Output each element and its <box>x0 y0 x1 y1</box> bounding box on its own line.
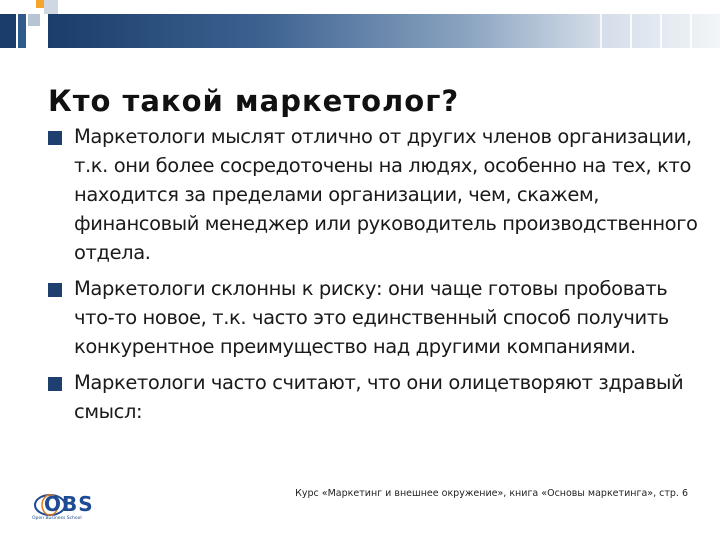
decor-divider <box>690 14 692 48</box>
decor-square <box>44 0 58 14</box>
bullet-square-icon <box>48 283 62 297</box>
slide-title: Кто такой маркетолог? <box>48 84 460 118</box>
header-gradient-bar <box>48 14 720 48</box>
decor-square <box>28 14 40 26</box>
bullet-item <box>48 368 698 426</box>
decor-divider <box>600 14 602 48</box>
logo-tagline: Open Business School <box>32 516 82 521</box>
bullet-item <box>48 274 698 361</box>
bullet-text: Маркетологи мыслят отлично от других членов организации, т.к. они более сосредоточены на людях, особенно на тех, кто находится за пределами организации, чем, скажем, финансовый менеджер или руководитель производственного отдела. <box>74 125 698 264</box>
decor-divider <box>630 14 632 48</box>
decor-square <box>36 0 44 8</box>
bullet-square-icon <box>48 377 62 391</box>
bullet-item <box>48 122 698 267</box>
bullet-text: Маркетологи склонны к риску: они чаще готовы пробовать что-то новое, т.к. часто это единственный способ получить конкурентное преимущество над другими компаниями. <box>74 277 669 358</box>
obs-logo <box>32 492 96 526</box>
decor-divider <box>660 14 662 48</box>
decor-square <box>18 14 26 48</box>
bullet-square-icon <box>48 131 62 145</box>
bullet-list <box>48 122 698 433</box>
bullet-text: Маркетологи часто считают, что они олицетворяют здравый смысл: <box>74 371 684 423</box>
decor-square <box>0 14 16 48</box>
source-citation: Курс «Маркетинг и внешнее окружение», книга «Основы маркетинга», стр. 6 <box>295 488 688 499</box>
logo-text: OBS <box>44 492 94 516</box>
